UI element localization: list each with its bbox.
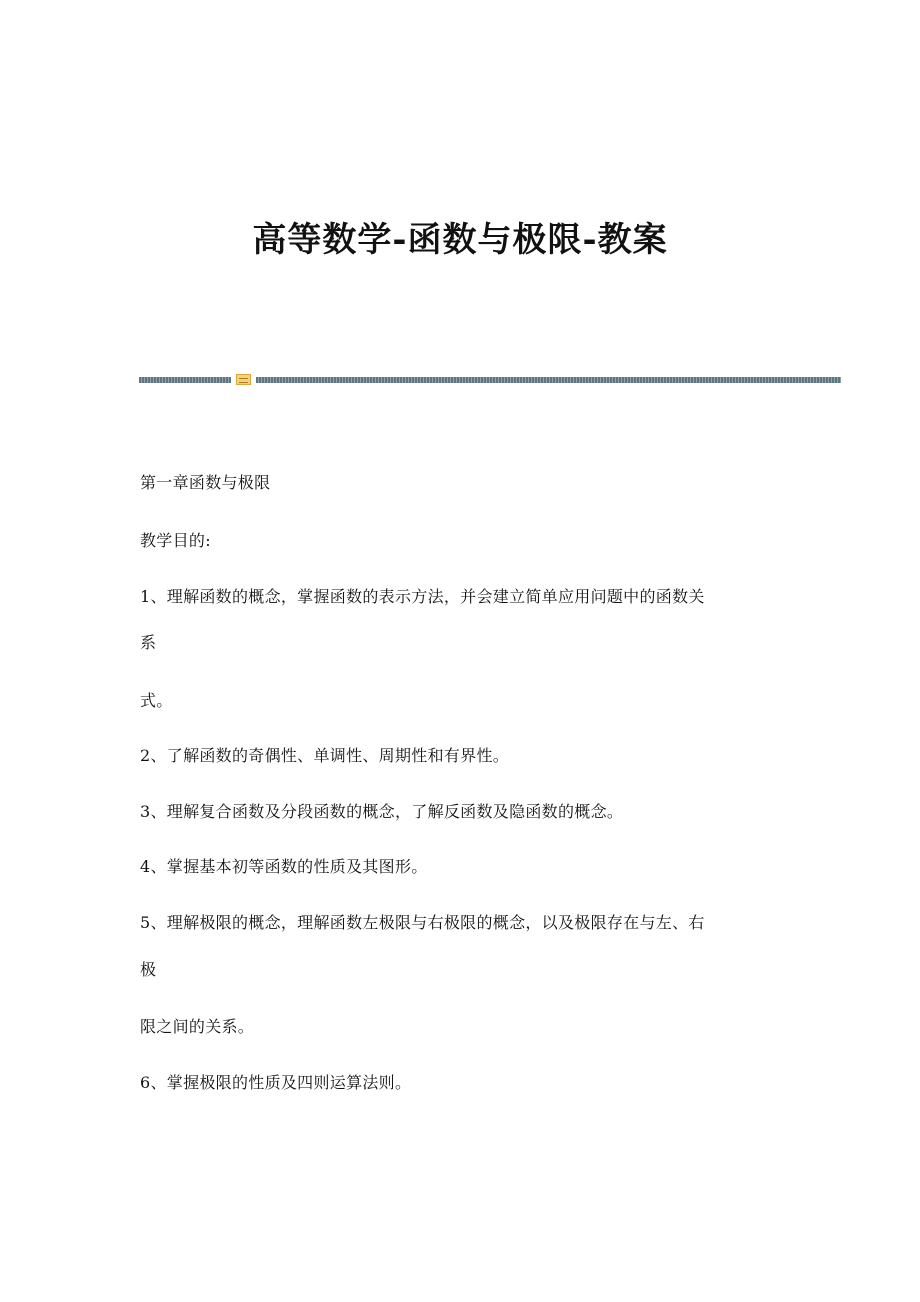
divider-bar-left <box>139 377 231 383</box>
document-title: 高等数学-函数与极限-教案 <box>252 220 668 260</box>
goal-5-line-3: 限之间的关系。 <box>140 1017 255 1036</box>
chapter-heading: 第一章函数与极限 <box>140 473 271 492</box>
envelope-icon <box>236 374 251 385</box>
goal-1-line-3: 式。 <box>140 691 173 710</box>
title-divider <box>139 374 841 386</box>
goal-6: 6、掌握极限的性质及四则运算法则。 <box>140 1073 412 1092</box>
goal-2: 2、了解函数的奇偶性、单调性、周期性和有界性。 <box>140 746 510 765</box>
goal-4: 4、掌握基本初等函数的性质及其图形。 <box>140 857 428 876</box>
teaching-goals-label: 教学目的: <box>140 531 211 550</box>
goal-1-line-1: 1、理解函数的概念，掌握函数的表示方法，并会建立简单应用问题中的函数关 <box>140 587 705 606</box>
goal-1-line-2: 系 <box>140 633 157 652</box>
goal-5-line-1: 5、理解极限的概念，理解函数左极限与右极限的概念，以及极限存在与左、右 <box>140 913 705 932</box>
divider-bar-right <box>256 377 841 383</box>
goal-5-line-2: 极 <box>140 960 157 979</box>
goal-3: 3、理解复合函数及分段函数的概念，了解反函数及隐函数的概念。 <box>140 802 624 821</box>
